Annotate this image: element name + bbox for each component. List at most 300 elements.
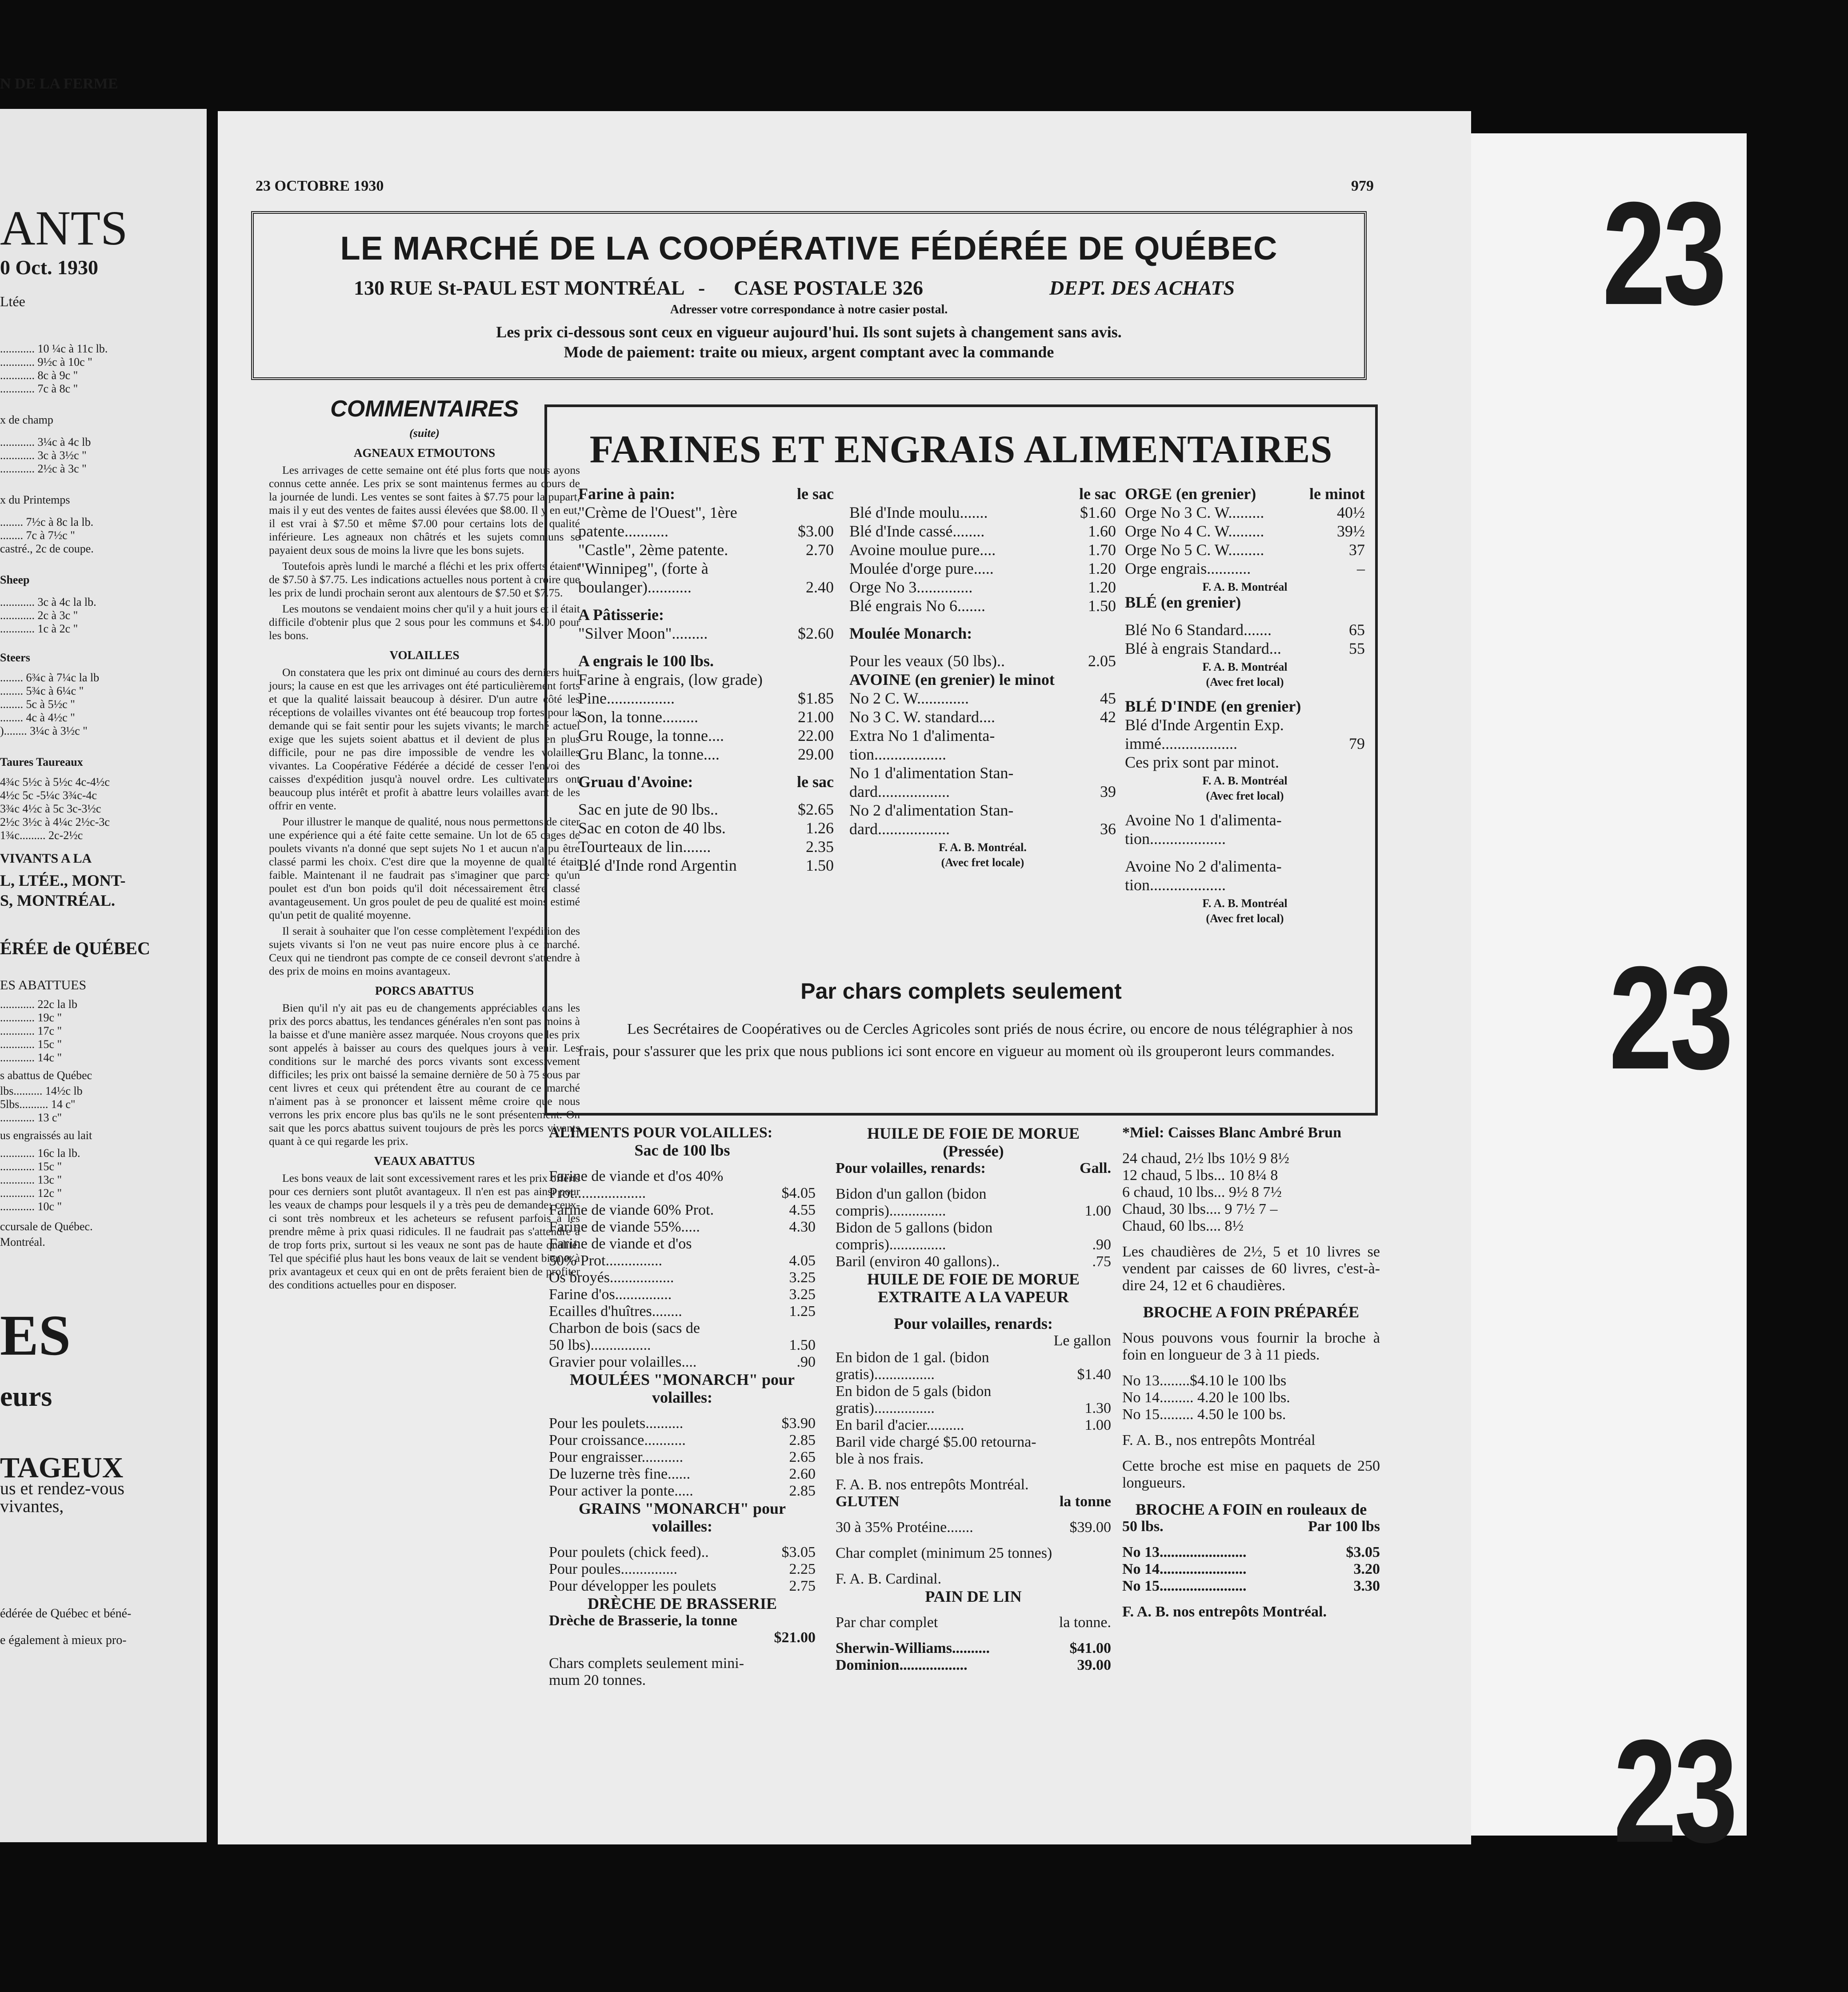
price-value: le sac xyxy=(1079,485,1116,503)
section-heading: BROCHE A FOIN PRÉPARÉE xyxy=(1143,1303,1360,1321)
price-row xyxy=(849,578,1116,597)
spacer xyxy=(836,1177,1111,1186)
price-label: tion................... xyxy=(1125,830,1226,848)
price-label: Pour volailles, renards: xyxy=(836,1160,986,1176)
price-label: No 13....................... xyxy=(1122,1544,1247,1560)
price-row xyxy=(1125,504,1365,522)
price-label: Baril (environ 40 gallons).. xyxy=(836,1253,1000,1270)
price-label: 50 lbs)................ xyxy=(549,1337,651,1353)
price-row xyxy=(836,1349,1111,1366)
price-label: dard.................. xyxy=(849,783,950,800)
price-row xyxy=(1125,697,1365,716)
price-label: Orge No 3.............. xyxy=(849,578,973,596)
paragraph: Il serait à souhaiter que l'on cesse complètement l'expédition des sujets vivants si l'on ne veut pas nuire encore plus à ce marché. Ceux qui ne tiendront pas compte de ce conseil devront s'attendre à des prix de moins en moins avantageux. xyxy=(269,924,580,977)
price-row xyxy=(849,541,1116,560)
price-row xyxy=(836,1614,1111,1631)
payment-notice: Mode de paiement: traite ou mieux, argent comptant avec la commande xyxy=(564,343,1054,361)
price-value: 65 xyxy=(1349,621,1365,639)
price-value: la tonne xyxy=(1059,1493,1111,1510)
price-row xyxy=(849,652,1116,671)
price-row xyxy=(1122,1372,1380,1389)
price-row xyxy=(1122,1167,1380,1184)
price-row xyxy=(1122,1604,1380,1620)
price-value: 4.05 xyxy=(789,1252,816,1269)
price-row xyxy=(1122,1150,1380,1167)
spacer xyxy=(1122,1141,1380,1150)
price-label: Farine de viande 55%..... xyxy=(549,1219,700,1235)
spacer xyxy=(578,643,834,652)
spacer xyxy=(836,1631,1111,1640)
price-row xyxy=(849,727,1116,745)
price-label: 50% Prot............... xyxy=(549,1252,662,1269)
price-value: Le gallon xyxy=(1053,1332,1111,1349)
price-row xyxy=(578,485,834,504)
price-row xyxy=(1125,541,1365,560)
price-row xyxy=(578,522,834,541)
price-row xyxy=(549,1185,816,1202)
price-row xyxy=(1125,857,1365,876)
price-row xyxy=(836,1160,1111,1177)
price-row xyxy=(1122,1124,1380,1141)
price-value: 2.75 xyxy=(789,1578,816,1594)
price-row xyxy=(836,1493,1111,1510)
price-row xyxy=(549,1168,816,1185)
left-page-line: ............ 2½c à 3c " xyxy=(0,462,87,475)
price-label: Pour poules............... xyxy=(549,1561,677,1577)
page-title: LE MARCHÉ DE LA COOPÉRATIVE FÉDÉRÉE DE QUÉBEC xyxy=(340,230,1278,267)
section-heading: VOLAILLES xyxy=(389,648,460,662)
price-value: – xyxy=(1357,560,1365,577)
price-row xyxy=(836,1571,1111,1588)
price-label: Avoine moulue pure.... xyxy=(849,541,996,559)
price-row xyxy=(849,783,1116,801)
left-page-line: us engraissés au lait xyxy=(0,1129,92,1142)
paragraph: Les bons veaux de lait sont excessivement rares et les prix offerts pour ces derniers sont plutôt avantageux. Il n'en est pas ainsi pour les veaux de champs pour lesquels il y a très peu de demande; ceux-ci sont très nombreux et les acheteurs se refusent parfois à les prendre même à prix quasi ridicules. Il ne faudrait pas s'attendre à de trop forts prix, surtout si les veaux ne sont pas de haute qualité. Tel que spécifié plus haut les bons veaux de lait se vendent bien et à prix avantageux et ceux qui en ont de prêts feraient bien de profiter des conditions actuelles pour en disposer. xyxy=(269,1172,580,1291)
price-label: Drèche de Brasserie, la tonne xyxy=(549,1612,737,1629)
section-heading: BROCHE A FOIN en rouleaux de xyxy=(1135,1500,1367,1518)
price-row xyxy=(578,652,834,671)
price-row xyxy=(1125,735,1365,753)
price-value: 3.30 xyxy=(1353,1578,1380,1594)
price-label: gratis)................ xyxy=(836,1400,935,1416)
left-page-line: N DE LA FERME xyxy=(0,76,118,92)
spacer xyxy=(1125,802,1365,811)
left-page-line: S, MONTRÉAL. xyxy=(0,892,116,909)
paragraph: Les chaudières de 2½, 5 et 10 livres se vendent par caisses de 60 livres, c'est-à-dire 24, 12 et 6 chaudières. xyxy=(1122,1244,1380,1294)
price-label: Blé d'Inde cassé........ xyxy=(849,522,985,540)
price-label: 6 chaud, 10 lbs... 9½ 8 7½ xyxy=(1122,1184,1282,1200)
price-row xyxy=(1122,1201,1380,1218)
fab-note: F. A. B. Montréal xyxy=(1202,897,1288,910)
price-label: Farine de viande et d'os 40% xyxy=(549,1168,724,1184)
left-page-line: Sheep xyxy=(0,573,30,586)
price-row xyxy=(849,485,1116,504)
price-label: Farine de viande 60% Prot. xyxy=(549,1202,714,1218)
farines-title: FARINES ET ENGRAIS ALIMENTAIRES xyxy=(589,428,1333,471)
spacer xyxy=(549,1406,816,1415)
price-row xyxy=(578,727,834,745)
left-page-line: 3¾c 4½c à 5c 3c-3½c xyxy=(0,802,101,815)
paragraph: Toutefois après lundi le marché a fléchi et les prix offerts étaient de $7.50 à $7.75. Les indications actuelles nous portent à croire que les prix de lundi prochain seront aux alentours de $7.50 et $7.75. xyxy=(269,560,580,599)
paragraph: Les arrivages de cette semaine ont été plus forts que nous ayons connus cette année. Les prix se sont maintenus fermes au cours de la journée de lundi. Les ventes se sont faites à $7.75 pour la pupart, mais il y eut des ventes de faites aussi élevées que $8.00. Il y en eut, il est vrai à $7.50 et même $7.00 pour certains lots de qualité inférieure. Les agneaux non châtrés et les sujets communs se payaient deux sous de moins la livre que les bons sujets. xyxy=(269,464,580,556)
tab-number-3: 23 xyxy=(1613,1709,1735,1873)
price-label: Par char complet xyxy=(836,1614,938,1631)
left-page-line: ES ABATTUES xyxy=(0,978,87,992)
masthead-box xyxy=(251,211,1367,380)
left-page-line: ............ 8c à 9c " xyxy=(0,369,78,382)
price-value: .90 xyxy=(1092,1236,1111,1253)
price-label: gratis)................ xyxy=(836,1366,935,1383)
price-label: No 2 d'alimentation Stan- xyxy=(849,801,1014,819)
price-row xyxy=(578,708,834,727)
spacer xyxy=(849,643,1116,652)
price-label: immé................... xyxy=(1125,735,1237,752)
price-row xyxy=(578,671,834,689)
spacer xyxy=(549,1646,816,1655)
spacer xyxy=(1122,1535,1380,1544)
spacer xyxy=(1125,612,1365,621)
price-row xyxy=(836,1519,1111,1536)
price-row xyxy=(549,1202,816,1219)
commentaires-suite: (suite) xyxy=(409,427,440,440)
price-value: 1.70 xyxy=(1088,541,1116,559)
price-row xyxy=(836,1220,1111,1236)
left-page-line: ANTS xyxy=(0,201,128,255)
spacer xyxy=(836,1605,1111,1614)
left-page-line: ........ 4c à 4½c " xyxy=(0,711,75,724)
price-label: F. A. B. Cardinal. xyxy=(836,1571,942,1587)
left-partial-page xyxy=(0,76,207,1842)
tab-strip xyxy=(1471,133,1747,1873)
price-row xyxy=(849,560,1116,578)
price-value: 1.30 xyxy=(1084,1400,1111,1416)
price-label: No 2 C. W............. xyxy=(849,689,969,707)
left-page-line: 5lbs.......... 14 c" xyxy=(0,1098,76,1111)
fab-note: (Avec fret locale) xyxy=(941,856,1024,869)
price-row xyxy=(836,1203,1111,1220)
farines-column-3 xyxy=(1125,485,1365,925)
spacer xyxy=(1122,1235,1380,1244)
price-row xyxy=(836,1545,1111,1562)
price-label: F. A. B. nos entrepôts Montréal. xyxy=(1122,1604,1327,1620)
section-heading: DRÈCHE DE BRASSERIE xyxy=(587,1595,777,1612)
price-row xyxy=(1122,1184,1380,1201)
price-row xyxy=(1125,811,1365,830)
price-row xyxy=(1125,621,1365,640)
left-page-line: ............ 16c la lb. xyxy=(0,1147,80,1160)
price-label: 24 chaud, 2½ lbs 10½ 9 8½ xyxy=(1122,1150,1289,1167)
price-row xyxy=(549,1269,816,1286)
left-page-line: x du Printemps xyxy=(0,493,70,506)
price-label: Blé engrais No 6....... xyxy=(849,597,985,615)
price-row xyxy=(849,624,1116,643)
spacer xyxy=(578,764,834,773)
correspondence-note: Adresser votre correspondance à notre casier postal. xyxy=(670,303,948,316)
price-value: 1.60 xyxy=(1088,522,1116,540)
price-row xyxy=(1122,1544,1380,1561)
left-page-line: lbs.......... 14½c lb xyxy=(0,1084,83,1097)
spacer xyxy=(1122,1364,1380,1372)
price-label: Os broyés................. xyxy=(549,1269,674,1286)
price-label: Gru Blanc, la tonne.... xyxy=(578,745,720,763)
price-row xyxy=(836,1253,1111,1270)
price-value: 3.25 xyxy=(789,1286,816,1303)
price-label: A Pâtisserie: xyxy=(578,606,664,624)
price-value: $3.05 xyxy=(1346,1544,1380,1560)
price-label: Pour croissance........... xyxy=(549,1432,686,1448)
price-value: 79 xyxy=(1349,735,1365,752)
price-value: 39 xyxy=(1100,783,1116,800)
price-row xyxy=(578,560,834,578)
price-value: le sac xyxy=(797,773,834,791)
price-label: Pour engraisser........... xyxy=(549,1449,684,1465)
left-page-line: 2½c 3½c à 4¼c 2½c-3c xyxy=(0,816,110,828)
price-label: Farine à pain: xyxy=(578,485,676,503)
price-row xyxy=(578,773,834,792)
section-heading: PORCS ABATTUS xyxy=(375,984,474,997)
price-label: Blé à engrais Standard... xyxy=(1125,640,1281,657)
price-value: 1.25 xyxy=(789,1303,816,1320)
volailles-column xyxy=(549,1124,816,1689)
miel-broche-column xyxy=(1122,1124,1380,1620)
left-page-line: us et rendez-vous xyxy=(0,1478,124,1498)
postal-box: CASE POSTALE 326 xyxy=(734,276,924,299)
farines-column-2 xyxy=(849,485,1116,869)
price-row xyxy=(836,1451,1111,1468)
tab-number-2: 23 xyxy=(1609,936,1731,1100)
price-label: De luzerne très fine...... xyxy=(549,1466,691,1482)
price-row xyxy=(549,1449,816,1466)
spacer xyxy=(1122,1595,1380,1604)
left-page-line: ............ 3c à 3½c " xyxy=(0,449,87,462)
price-value: 37 xyxy=(1349,541,1365,559)
price-value: $1.40 xyxy=(1077,1366,1111,1383)
price-row xyxy=(1125,593,1365,612)
left-page-line: 4¾c 5½c à 5½c 4c-4½c xyxy=(0,776,110,788)
farines-column-1 xyxy=(578,485,834,875)
price-value: 2.60 xyxy=(789,1466,816,1482)
price-label: F. A. B. nos entrepôts Montréal. xyxy=(836,1476,1029,1493)
price-value: 1.20 xyxy=(1088,578,1116,596)
left-page-line: édérée de Québec et béné- xyxy=(0,1607,132,1620)
price-label: Chaud, 60 lbs.... 8½ xyxy=(1122,1218,1244,1234)
price-row xyxy=(578,624,834,643)
price-label: GLUTEN xyxy=(836,1493,900,1510)
price-label: Gravier pour volailles.... xyxy=(549,1354,697,1370)
price-label: Sac en coton de 40 lbs. xyxy=(578,819,726,837)
section-heading: Sac de 100 lbs xyxy=(634,1141,730,1159)
paragraph: On constatera que les prix ont diminué au cours des derniers huit jours; la cause en est que les arrivages ont été particulièrement forts et que la qualité laissait beaucoup à désirer. D'un autre côté les réceptions de volailles vivantes ont été beaucoup trop fortes pour la demande qui se fait sentir pour les sujets vivants; le marché actuel exige que les sujets soient abattus et il devient de plus en plus difficile, pour ne pas dire impossible de vendre les volailles vivantes. La Coopérative Fédérée a décidé de cesser l'envoi des caisses d'expédition jusqu'à nouvel ordre. Les cultivateurs ont beaucoup plus intérêt et profit à abattre leurs volailles avant de les offrir en vente. xyxy=(269,666,580,812)
price-row xyxy=(549,1252,816,1269)
price-label: En bidon de 1 gal. (bidon xyxy=(836,1349,989,1366)
left-page-line: ............ 12c " xyxy=(0,1187,62,1200)
farines-box xyxy=(544,404,1378,1116)
spacer xyxy=(549,1535,816,1544)
price-value: 2.85 xyxy=(789,1432,816,1448)
price-value: $41.00 xyxy=(1069,1640,1111,1656)
price-row xyxy=(836,1476,1111,1493)
price-label: boulanger)........... xyxy=(578,578,692,596)
spacer xyxy=(578,597,834,606)
price-value: la tonne. xyxy=(1059,1614,1111,1631)
left-page-line: x de champ xyxy=(0,413,53,426)
price-label: Farine à engrais, (low grade) xyxy=(578,671,763,688)
price-row xyxy=(1122,1389,1380,1406)
price-value: 4.55 xyxy=(789,1202,816,1218)
price-row xyxy=(1125,753,1365,772)
price-row xyxy=(549,1286,816,1303)
left-page-line: ........ 5c à 5½c " xyxy=(0,698,75,711)
address-separator: - xyxy=(698,276,705,299)
left-page-line: ............ 17c " xyxy=(0,1024,62,1037)
price-label: patente........... xyxy=(578,522,668,540)
price-label: Orge No 3 C. W......... xyxy=(1125,504,1264,521)
section-heading: MOULÉES "MONARCH" pour volailles: xyxy=(569,1371,795,1406)
price-value: $21.00 xyxy=(774,1629,816,1646)
spacer xyxy=(849,616,1116,624)
price-value: 1.50 xyxy=(1088,597,1116,615)
price-row xyxy=(549,1337,816,1354)
price-value: 2.85 xyxy=(789,1483,816,1499)
price-value: $1.85 xyxy=(798,689,834,707)
price-row xyxy=(578,745,834,764)
left-page-line: 1¾c......... 2c-2½c xyxy=(0,829,83,842)
price-row xyxy=(578,606,834,624)
left-page-line: ............ 19c " xyxy=(0,1011,62,1024)
section-heading: PAIN DE LIN xyxy=(925,1588,1022,1605)
price-row xyxy=(549,1672,816,1689)
price-row xyxy=(549,1544,816,1561)
fab-note: F. A. B. Montréal xyxy=(1202,580,1288,593)
price-label: AVOINE (en grenier) le minot xyxy=(849,671,1055,688)
spacer xyxy=(836,1468,1111,1476)
price-row xyxy=(549,1432,816,1449)
price-row xyxy=(549,1561,816,1578)
left-page-line: ES xyxy=(0,1304,71,1368)
price-label: Charbon de bois (sacs de xyxy=(549,1320,700,1336)
price-label: Pour poulets (chick feed).. xyxy=(549,1544,709,1560)
price-row xyxy=(836,1400,1111,1417)
price-label: No 3 C. W. standard.... xyxy=(849,708,995,726)
price-label: "Winnipeg", (forte à xyxy=(578,560,708,577)
price-value: 36 xyxy=(1100,820,1116,838)
spacer xyxy=(1122,1294,1380,1303)
price-row xyxy=(836,1236,1111,1253)
price-label: Blé d'Inde Argentin Exp. xyxy=(1125,716,1284,734)
section-heading: GRAINS "MONARCH" pour volailles: xyxy=(579,1500,786,1535)
spacer xyxy=(1125,688,1365,697)
price-label: Ecailles d'huîtres........ xyxy=(549,1303,682,1320)
price-value: 1.20 xyxy=(1088,560,1116,577)
price-row xyxy=(849,764,1116,783)
left-page-line: ccursale de Québec. xyxy=(0,1220,93,1233)
spacer xyxy=(549,1159,816,1168)
price-row xyxy=(849,689,1116,708)
price-value: 2.40 xyxy=(806,578,834,596)
spacer xyxy=(836,1562,1111,1571)
left-page-line: s abattus de Québec xyxy=(0,1069,92,1082)
spacer xyxy=(1122,1492,1380,1500)
price-value: Gall. xyxy=(1080,1160,1111,1176)
section-heading: HUILE DE FOIE DE MORUE xyxy=(867,1124,1080,1142)
price-row xyxy=(836,1366,1111,1383)
price-value: 39.00 xyxy=(1077,1657,1111,1673)
price-label: compris)............... xyxy=(836,1203,946,1219)
left-page-line: ............ 10c " xyxy=(0,1200,62,1213)
address: 130 RUE St-PAUL EST MONTRÉAL xyxy=(354,276,685,299)
price-label: No 14......... 4.20 le 100 lbs. xyxy=(1122,1389,1290,1406)
section-heading: Pour volailles, renards: xyxy=(894,1315,1053,1332)
left-page-line: ............ 9½c à 10c " xyxy=(0,356,92,368)
price-row xyxy=(549,1219,816,1236)
price-row xyxy=(849,745,1116,764)
price-value: $39.00 xyxy=(1069,1519,1111,1536)
price-label: Pine................. xyxy=(578,689,675,707)
price-label: Orge No 5 C. W......... xyxy=(1125,541,1264,559)
price-row xyxy=(836,1657,1111,1674)
section-heading: VEAUX ABATTUS xyxy=(374,1154,475,1168)
price-label: "Silver Moon"......... xyxy=(578,624,708,642)
price-row xyxy=(836,1332,1111,1349)
spacer xyxy=(1125,848,1365,857)
price-row xyxy=(549,1629,816,1646)
chars-title: Par chars complets seulement xyxy=(800,979,1122,1004)
price-label: ORGE (en grenier) xyxy=(1125,485,1256,503)
price-value: 2.05 xyxy=(1088,652,1116,670)
spacer xyxy=(836,1510,1111,1519)
price-value: 2.25 xyxy=(789,1561,816,1577)
price-label: *Miel: Caisses Blanc Ambré Brun xyxy=(1122,1124,1341,1141)
left-page-line: ........ 7½c à 8c la lb. xyxy=(0,516,94,528)
price-value: $4.05 xyxy=(781,1185,816,1201)
price-label: dard.................. xyxy=(849,820,950,838)
commentaires-sections xyxy=(269,446,580,1292)
paragraph: Pour illustrer le manque de qualité, nous nous permettons de citer une expérience qui a été faite cette semaine. Un lot de 65 cages de poulets vivants n'a donné que sept sujets No 1 et aucun n'a pu être classé parmi les choix. C'est dire que la moyenne de qualité était faible. Maintenant il ne faudrait pas s'imaginer que parce qu'un poulet est d'un bon poids qu'il doit nécessairement être classé avantageusement. Un gros poulet de peu de qualité est moins estimé qu'un petit de qualité moyenne. xyxy=(269,815,580,921)
price-row xyxy=(578,800,834,819)
price-row xyxy=(549,1466,816,1483)
price-row xyxy=(849,801,1116,820)
left-page-line: ............ 13c " xyxy=(0,1173,62,1186)
price-value: 3.20 xyxy=(1353,1561,1380,1577)
price-value: $2.65 xyxy=(798,800,834,818)
price-value: $1.60 xyxy=(1080,504,1116,521)
left-page-line: ............ 14c " xyxy=(0,1051,62,1064)
price-row xyxy=(1122,1432,1380,1449)
price-label: Moulée Monarch: xyxy=(849,624,972,642)
price-value: 1.50 xyxy=(789,1337,816,1353)
price-row xyxy=(1122,1518,1380,1535)
left-page-line: TAGEUX xyxy=(0,1452,124,1484)
left-page-line: ÉRÉE de QUÉBEC xyxy=(0,938,150,958)
left-page-line: 4½c 5c -5¼c 3¾c-4c xyxy=(0,789,97,802)
left-page-line: vivantes, xyxy=(0,1496,64,1516)
left-page-line: ............ 3c à 4c la lb. xyxy=(0,596,96,608)
price-label: Gruau d'Avoine: xyxy=(578,773,693,791)
price-row xyxy=(549,1303,816,1320)
price-label: 12 chaud, 5 lbs... 10 8¼ 8 xyxy=(1122,1167,1278,1184)
chars-text: Les Secrétaires de Coopératives ou de Cercles Agricoles sont priés de nous écrire, ou encore de nous télégraphier à nos frais, pour s'assurer que les prix que nous publions ici sont encore en vigueur au moment où ils grouperont leurs commandes. xyxy=(578,1021,1353,1060)
price-row xyxy=(836,1434,1111,1451)
price-row xyxy=(836,1186,1111,1203)
price-label: Gru Rouge, la tonne.... xyxy=(578,727,724,744)
spacer xyxy=(836,1536,1111,1545)
left-page-line: Taures Taureaux xyxy=(0,756,83,768)
price-row xyxy=(1125,485,1365,504)
price-value: .90 xyxy=(796,1354,816,1370)
price-label: Blé d'Inde moulu....... xyxy=(849,504,988,521)
left-page-line: ........ 7c à 7½c " xyxy=(0,529,75,542)
price-row xyxy=(849,820,1116,839)
